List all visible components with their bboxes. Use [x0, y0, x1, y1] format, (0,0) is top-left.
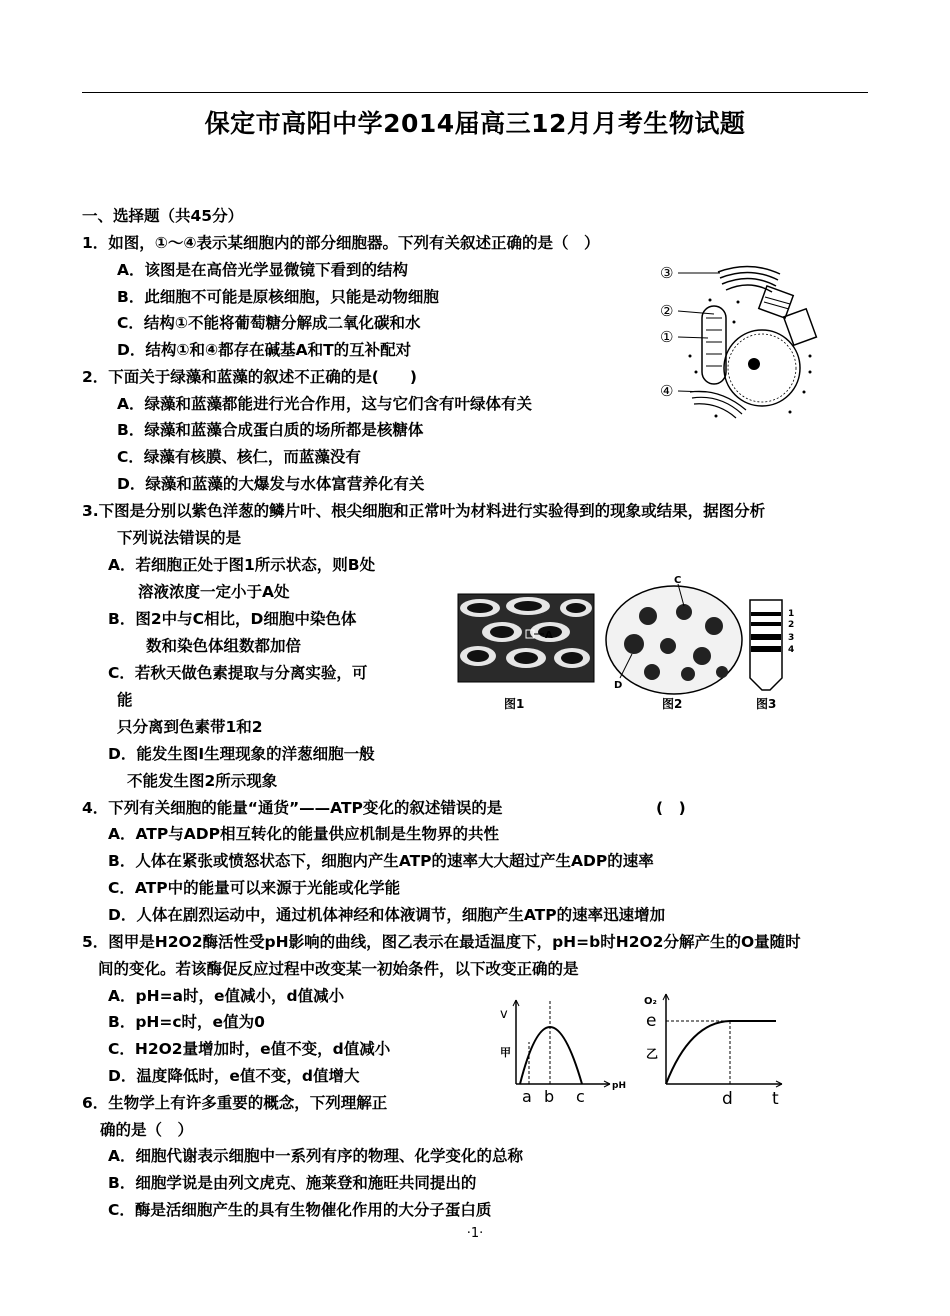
q1-option-a: A．该图是在高倍光学显微镜下看到的结构	[117, 261, 408, 279]
tick-c: c	[576, 1087, 585, 1106]
q2-option-a: A．绿藻和蓝藻都能进行光合作用，这与它们含有叶绿体有关	[117, 395, 532, 413]
q5-option-b: B．pH=c时，e值为0	[108, 1013, 265, 1031]
q1-option-c: C．结构①不能将葡萄糖分解成二氧化碳和水	[117, 314, 421, 332]
label-2: ②	[660, 302, 674, 320]
fig3-caption: 图3	[756, 697, 777, 711]
tick-d: d	[722, 1089, 733, 1109]
q1-option-b: B．此细胞不可能是原核细胞，只能是动物细胞	[117, 288, 439, 306]
golgi-shape	[718, 266, 780, 292]
q6-stem-2: 确的是（ ）	[100, 1121, 194, 1139]
band-4: 4	[788, 645, 795, 655]
label-e: e	[646, 1011, 657, 1031]
q4-answer-paren: ( )	[656, 799, 686, 817]
q3-option-c-1: C．若秋天做色素提取与分离实验，可	[108, 664, 368, 682]
axis-ph: pH	[612, 1081, 626, 1091]
label-3: ③	[660, 264, 674, 282]
tick-a: a	[522, 1087, 532, 1106]
page-number: ·1·	[466, 1226, 484, 1241]
q2-stem: 2．下面关于绿藻和蓝藻的叙述不正确的是( )	[82, 368, 417, 386]
figure-2-mitosis	[606, 575, 742, 711]
label-jia: 甲	[500, 1046, 511, 1059]
q6-stem-1: 6．生物学上有许多重要的概念，下列理解正	[82, 1094, 388, 1112]
q5-graphs	[494, 990, 794, 1110]
figure-3-chromatography	[750, 600, 794, 711]
label-yi: 乙	[646, 1047, 659, 1061]
q3-option-d-2: 不能发生图2所示现象	[127, 772, 278, 790]
band-3: 3	[788, 633, 795, 643]
page-title: 保定市高阳中学2014届高三12月月考生物试题	[204, 109, 746, 138]
q2-option-c: C．绿藻有核膜、核仁，而蓝藻没有	[117, 448, 361, 466]
q1-option-d: D．结构①和④都存在碱基A和T的互补配对	[117, 341, 412, 359]
q3-stem-2: 下列说法错误的是	[117, 529, 242, 547]
q5-stem-1: 5．图甲是H2O2酶活性受pH影响的曲线，图乙表示在最适温度下，pH=b时H2O2分解产生的O量随时	[82, 933, 801, 951]
axis-o2: O₂	[644, 996, 657, 1007]
q3-option-a-1: A．若细胞正处于图1所示状态，则B处	[108, 556, 376, 574]
centriole-shape	[759, 286, 817, 345]
tick-b: b	[544, 1087, 555, 1106]
header-rule	[82, 92, 868, 93]
band-1: 1	[788, 609, 795, 619]
fig2-caption: 图2	[662, 697, 683, 711]
q1-cell-diagram	[650, 252, 850, 432]
q3-option-d-1: D．能发生图Ⅰ生理现象的洋葱细胞一般	[108, 745, 375, 763]
label-1: ①	[660, 328, 674, 346]
q3-stem-1: 3.下图是分别以紫色洋葱的鳞片叶、根尖细胞和正常叶为材料进行实验得到的现象或结果，据图分析	[82, 502, 766, 520]
q6-option-a: A．细胞代谢表示细胞中一系列有序的物理、化学变化的总称	[108, 1147, 523, 1165]
er-shape	[690, 391, 746, 418]
q6-option-c: C．酶是活细胞产生的具有生物催化作用的大分子蛋白质	[108, 1201, 492, 1219]
section-heading: 一、选择题（共45分）	[82, 207, 244, 225]
mitochondrion-shape	[702, 306, 726, 384]
fig1-caption: 图1	[504, 697, 525, 711]
q2-option-d: D．绿藻和蓝藻的大爆发与水体富营养化有关	[117, 475, 425, 493]
q4-option-c: C．ATP中的能量可以来源于光能或化学能	[108, 879, 401, 897]
nucleus-shape	[724, 330, 800, 406]
q4-stem: 4．下列有关细胞的能量“通货”——ATP变化的叙述错误的是	[82, 799, 503, 817]
graph-yi	[644, 994, 782, 1109]
q3-option-c-3: 只分离到色素带1和2	[117, 718, 263, 736]
q3-option-a-2: 溶液浓度一定小于A处	[138, 583, 290, 601]
graph-jia	[500, 1000, 626, 1106]
q4-option-a: A．ATP与ADP相互转化的能量供应机制是生物界的共性	[108, 825, 499, 843]
q3-option-b-1: B．图2中与C相比，D细胞中染色体	[108, 610, 357, 628]
band-2: 2	[788, 620, 795, 630]
label-4: ④	[660, 382, 674, 400]
fig2-letter-d: D	[614, 680, 623, 691]
q3-option-b-2: 数和染色体组数都加倍	[146, 637, 302, 655]
q5-stem-2: 间的变化。若该酶促反应过程中改变某一初始条件，以下改变正确的是	[98, 960, 579, 978]
q3-figures	[452, 574, 802, 724]
q5-option-c: C．H2O2量增加时，e值不变，d值减小	[108, 1040, 391, 1058]
q4-option-d: D．人体在剧烈运动中，通过机体神经和体液调节，细胞产生ATP的速率迅速增加	[108, 906, 666, 924]
fig2-letter-c: C	[674, 575, 682, 586]
axis-v: v	[500, 1007, 508, 1022]
q6-option-b: B．细胞学说是由列文虎克、施莱登和施旺共同提出的	[108, 1174, 477, 1192]
fig1-letter-a: A	[545, 630, 553, 641]
q5-option-d: D．温度降低时，e值不变，d值增大	[108, 1067, 360, 1085]
q4-option-b: B．人体在紧张或愤怒状态下，细胞内产生ATP的速率大大超过产生ADP的速率	[108, 852, 654, 870]
axis-t: t	[772, 1089, 779, 1109]
q1-stem: 1．如图，①～④表示某细胞内的部分细胞器。下列有关叙述正确的是（ ）	[82, 234, 600, 252]
q3-option-c-2: 能	[117, 691, 133, 709]
q2-option-b: B．绿藻和蓝藻合成蛋白质的场所都是核糖体	[117, 421, 424, 439]
figure-1-plasmolysis	[458, 594, 594, 711]
q5-option-a: A．pH=a时，e值减小，d值减小	[108, 987, 345, 1005]
